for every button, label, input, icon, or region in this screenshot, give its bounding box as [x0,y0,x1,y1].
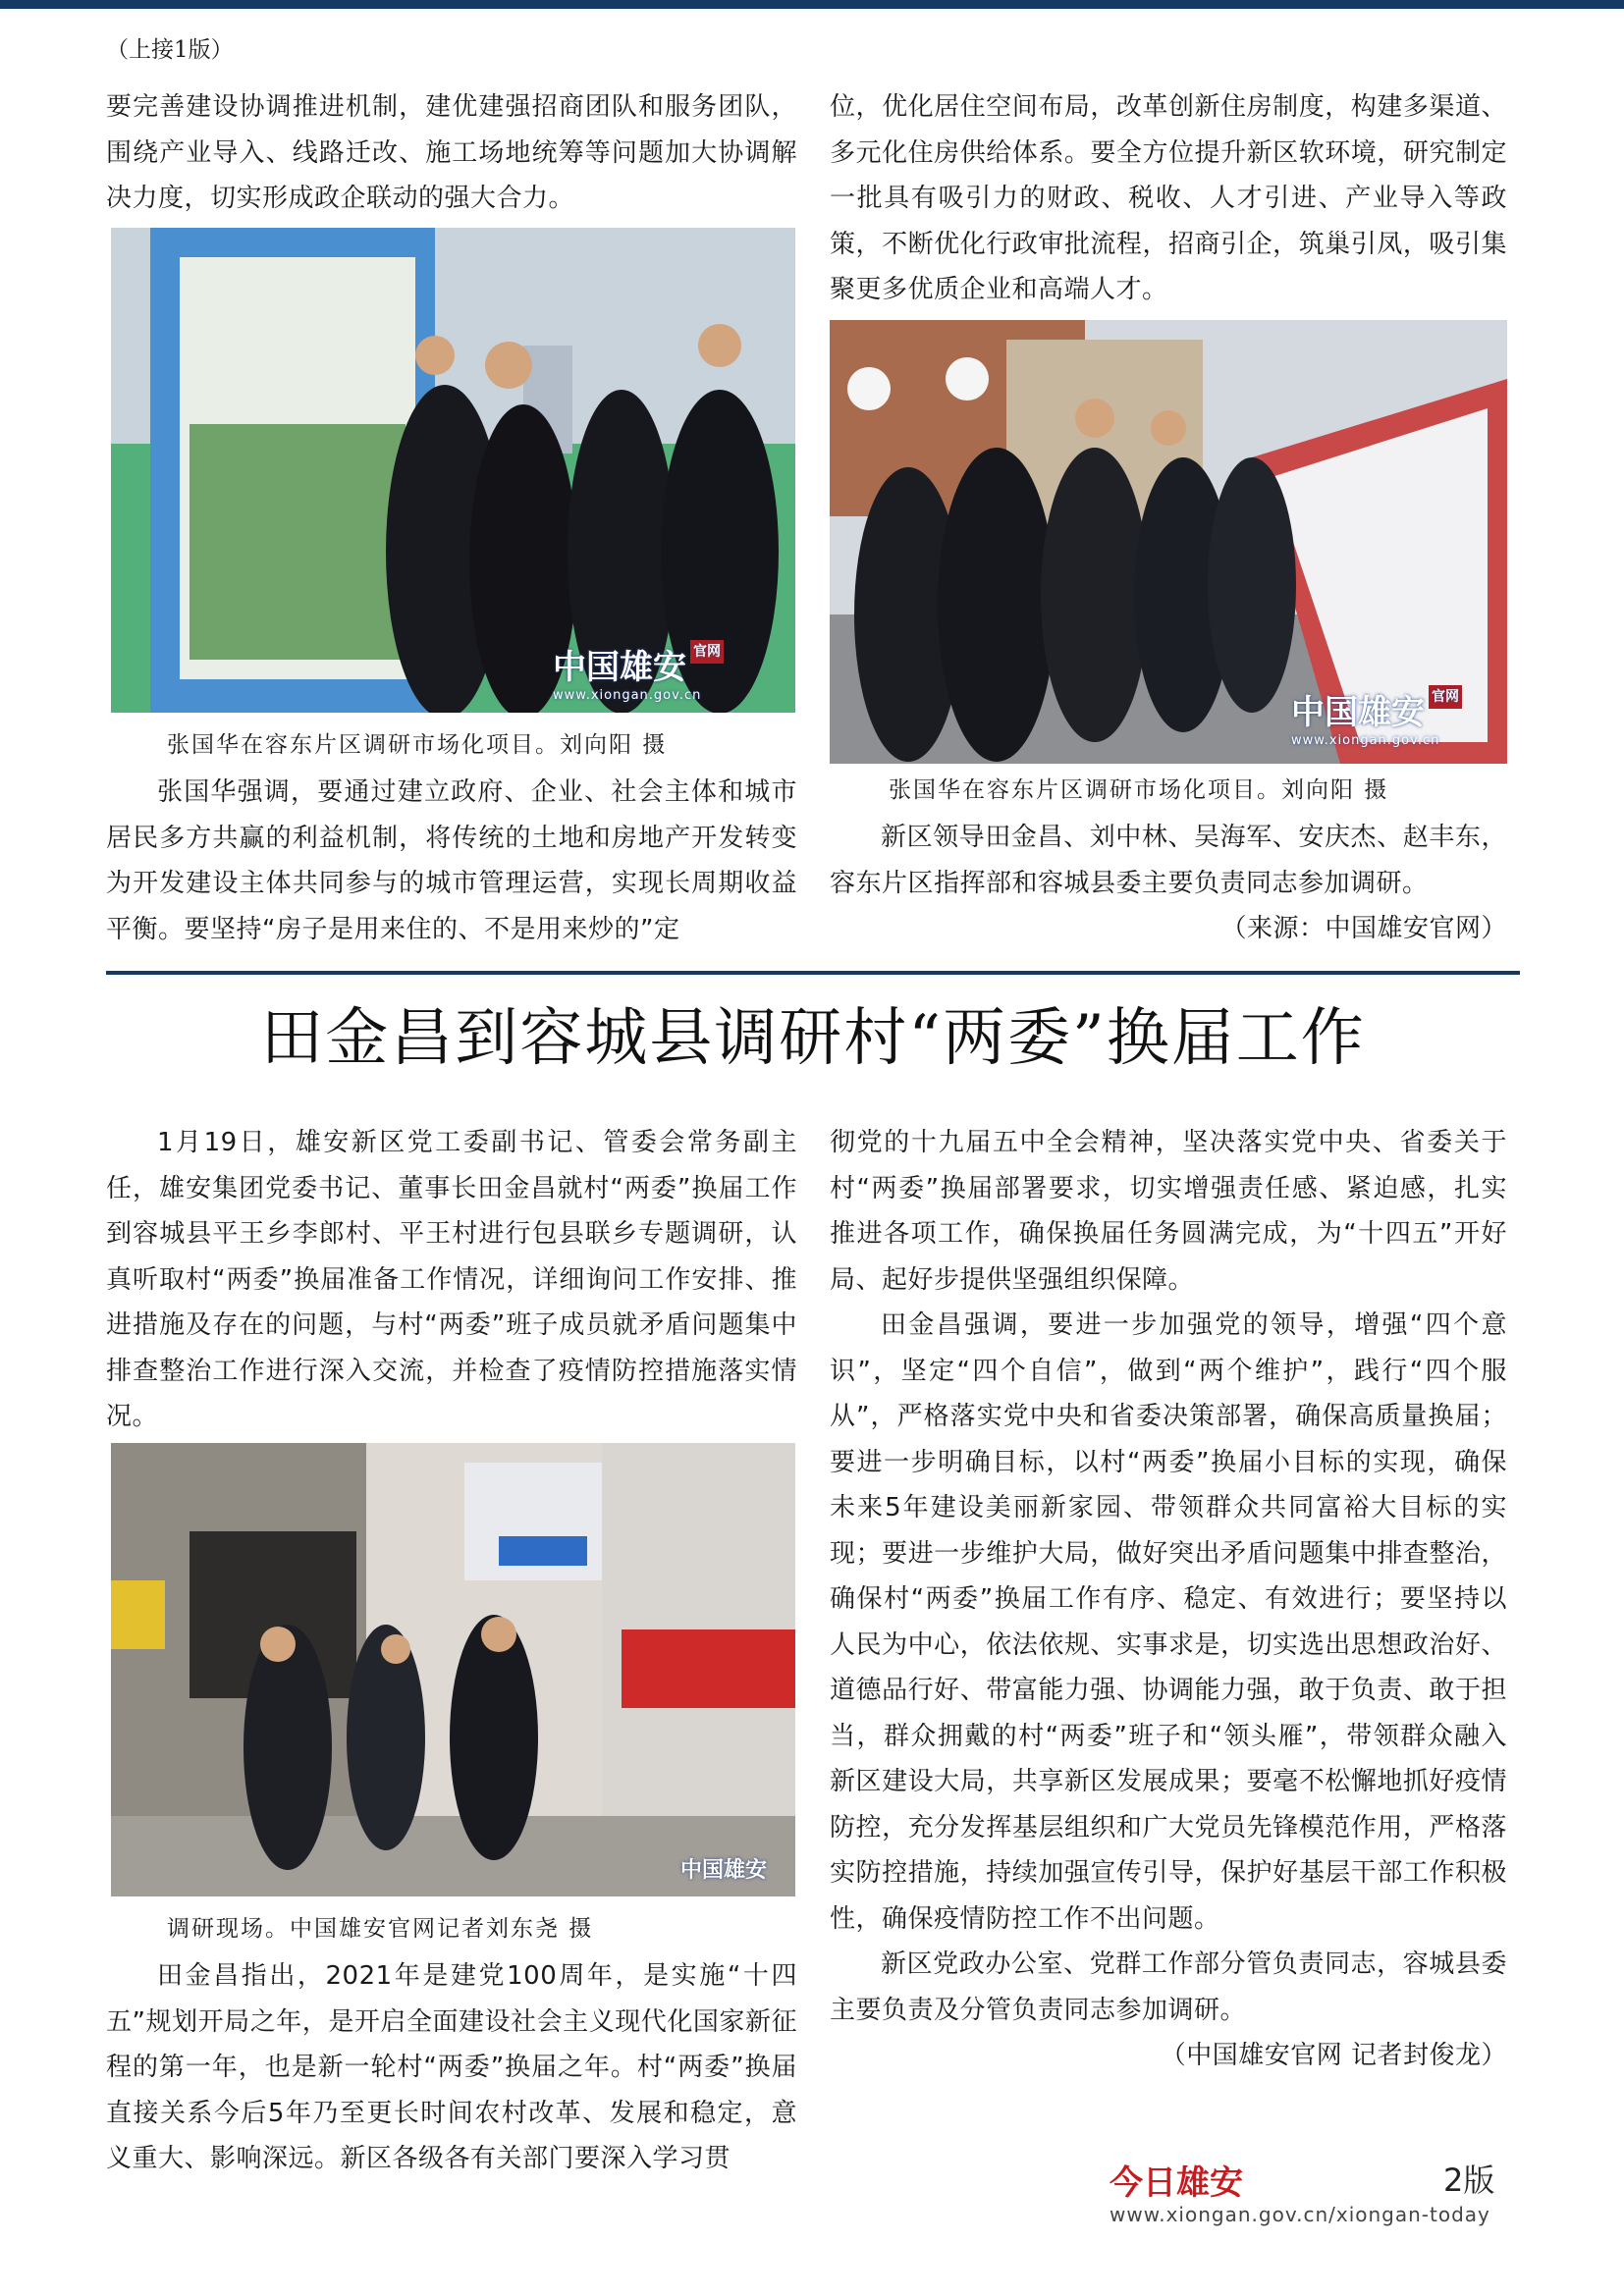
watermark-url: www.xiongan.gov.cn [553,688,702,703]
article2-paragraph: 彻党的十九届五中全会精神，坚决落实党中央、省委关于村“两委”换届部署要求，切实增强责任感、紧迫感，扎实推进各项工作，确保换届任务圆满完成，为“十四五”开好局、起好步提供坚强组织保障。 [830,1128,1507,1295]
article1-photo-1-caption: 张国华在容东片区调研市场化项目。刘向阳 摄 [167,732,668,758]
top-rule [0,0,1624,9]
article1-photo-2 [830,320,1507,764]
article1-left-column [106,84,797,222]
footer-brand: 今日雄安 [1110,2163,1243,2203]
article1-paragraph: 张国华强调，要通过建立政府、企业、社会主体和城市居民多方共赢的利益机制，将传统的土地和房地产开发转变为开发建设主体共同参与的城市管理运营，实现长周期收益平衡。要坚持“房子是用来住的、不是用来炒的”定 [106,777,797,944]
article1-source: （来源：中国雄安官网） [1220,914,1507,943]
article2-source: （中国雄安官网 记者封俊龙） [1160,2041,1507,2070]
article2-paragraph: 田金昌强调，要进一步加强党的领导，增强“四个意识”，坚定“四个自信”，做到“两个维护”，践行“四个服从”，严格落实党中央和省委决策部署，确保高质量换届；要进一步明确目标，以村“两委”换届小目标的实现，确保未来5年建设美丽新家园、带领群众共同富裕大目标的实现；要进一步维护大局，做好突出矛盾问题集中排查整治，确保村“两委”换届工作有序、稳定、有效进行；要坚持以人民为中心，依法依规、实事求是，切实选出思想政治好、道德品行好、带富能力强、协调能力强，敢于负责、敢于担当，群众拥戴的村“两委”班子和“领头雁”，带领群众融入新区建设大局，共享新区发展成果；要毫不松懈地抓好疫情防控，充分发挥基层组织和广大党员先锋模范作用，严格落实防控措施，持续加强宣传引导，保护好基层干部工作积极性，确保疫情防控工作不出问题。 [830,1310,1507,1934]
article1-right-column [830,84,1507,313]
article2-photo-caption: 调研现场。中国雄安官网记者刘东尧 摄 [167,1916,594,1942]
article1-left-column-continued [106,770,797,952]
watermark-name: 中国雄安 [1291,693,1425,732]
watermark-seal: 官网 [1429,685,1462,709]
watermark-seal: 官网 [690,640,724,664]
footer-url: www.xiongan.gov.cn/xiongan-today [1110,2203,1490,2226]
article1-right-column-continued [830,815,1507,952]
article1-paragraph: 要完善建设协调推进机制，建优建强招商团队和服务团队，围绕产业导入、线路迁改、施工场地统筹等问题加大协调解决力度，切实形成政企联动的强大合力。 [106,92,797,213]
continued-label: （上接1版） [106,37,234,63]
watermark-name: 中国雄安 [553,648,686,687]
footer-page-number: 2版 [1443,2162,1495,2199]
article1-photo-1 [111,228,795,713]
article2-left-column [106,1120,797,1440]
article2-left-column-continued [106,1953,797,2182]
article2-right-column [830,1120,1507,2079]
watermark-url: www.xiongan.gov.cn [1291,733,1440,748]
article-divider [106,971,1520,975]
photo-watermark [680,1853,767,1884]
article1-paragraph: 新区领导田金昌、刘中林、吴海军、安庆杰、赵丰东，容东片区指挥部和容城县委主要负责同志参加调研。 [830,823,1507,898]
article1-paragraph: 位，优化居住空间布局，改革创新住房制度，构建多渠道、多元化住房供给体系。要全方位提升新区软环境，研究制定一批具有吸引力的财政、税收、人才引进、产业导入等政策，不断优化行政审批流程，招商引企，筑巢引凤，吸引集聚更多优质企业和高端人才。 [830,92,1507,304]
article2-paragraph: 新区党政办公室、党群工作部分管负责同志，容城县委主要负责及分管负责同志参加调研。 [830,1949,1507,2025]
article2-photo [111,1443,795,1896]
photo-watermark [553,640,724,703]
article1-photo-2-caption: 张国华在容东片区调研市场化项目。刘向阳 摄 [889,777,1389,803]
photo-watermark [1291,685,1462,748]
watermark-name: 中国雄安 [680,1857,768,1883]
article2-paragraph: 田金昌指出，2021年是建党100周年，是实施“十四五”规划开局之年，是开启全面建设社会主义现代化国家新征程的第一年，也是新一轮村“两委”换届之年。村“两委”换届直接关系今后5年乃至更长时间农村改革、发展和稳定，意义重大、影响深远。新区各级各有关部门要深入学习贯 [106,1961,797,2173]
article2-headline: 田金昌到容城县调研村“两委”换届工作 [260,1002,1366,1075]
article2-paragraph: 1月19日，雄安新区党工委副书记、管委会常务副主任，雄安集团党委书记、董事长田金昌就村“两委”换届工作到容城县平王乡李郎村、平王村进行包县联乡专题调研，认真听取村“两委”换届准备工作情况，详细询问工作安排、推进措施及存在的问题，与村“两委”班子成员就矛盾问题集中排查整治工作进行深入交流，并检查了疫情防控措施落实情况。 [106,1128,797,1431]
